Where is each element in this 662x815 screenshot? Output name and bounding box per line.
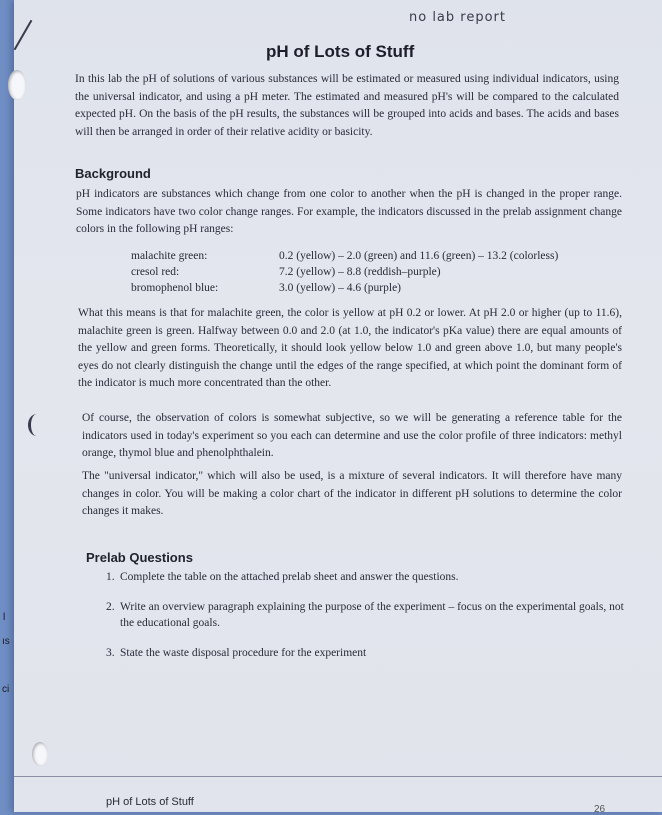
question-number: 1.: [106, 571, 115, 583]
indicator-range: 3.0 (yellow) – 4.6 (purple): [279, 282, 401, 294]
prelab-heading: Prelab Questions: [86, 550, 193, 565]
background-paragraph-2: What this means is that for malachite green, the color is yellow at pH 0.2 or lower. At pH 2.0 or higher (up to 11.6), malachite green is green. Halfway between 0.0 and 2.0 (at 1.0, the indicator's pKa value) there are equal amounts of the yellow and green forms. Theoretically, it should look yellow below 1.0 and green above 1.0, but many people's eyes do not clearly distinguish the change until the edges of the range specified, at which point the dominant form of the indicator is much more concentrated than the other.: [78, 307, 622, 389]
question-text: State the waste disposal procedure for the experiment: [120, 647, 367, 659]
indicator-row: [131, 250, 558, 266]
question-number: 2.: [106, 601, 115, 613]
indicator-name: bromophenol blue:: [131, 282, 219, 294]
document-page: [14, 0, 662, 815]
handwritten-note: no lab report: [409, 10, 506, 25]
binder-hole-bottom: [32, 742, 48, 766]
page-number: 26: [594, 804, 606, 815]
margin-fragment: ıs: [2, 636, 10, 647]
prelab-question: [106, 645, 636, 661]
indicator-range: 7.2 (yellow) – 8.8 (reddish–purple): [279, 266, 441, 278]
prelab-question-list: [106, 569, 636, 661]
background-paragraph-1: pH indicators are substances which change from one color to another when the pH is changed in the proper range. Some indicators have two color change ranges. For example, the indicators discussed in the prelab assignment change colors in the following pH ranges:: [76, 188, 622, 235]
margin-fragment: l: [3, 612, 6, 623]
indicator-row: [131, 266, 558, 282]
indicator-range: 0.2 (yellow) – 2.0 (green) and 11.6 (green) – 13.2 (colorless): [279, 250, 559, 262]
footer-title: pH of Lots of Stuff: [106, 796, 194, 808]
footer-rule: [14, 776, 662, 777]
question-number: 3.: [106, 647, 115, 659]
indicator-name: malachite green:: [131, 250, 208, 262]
background-paragraph-3: Of course, the observation of colors is somewhat subjective, so we will be generating a reference table for the indicators used in today's experiment so you each can determine and use the color profile of three indicators: methyl orange, thymol blue and phenolphthalein.: [82, 412, 622, 459]
indicator-name: cresol red:: [131, 266, 180, 278]
binder-hole-top: [8, 70, 26, 100]
background-heading: Background: [75, 166, 151, 181]
margin-fragment: ci: [2, 684, 10, 695]
indicator-range-table: [131, 250, 558, 298]
page-title: pH of Lots of Stuff: [266, 42, 415, 61]
question-text: Write an overview paragraph explaining the purpose of the experiment – focus on the experimental goals, not the educational goals.: [120, 601, 624, 629]
indicator-row: [131, 282, 558, 298]
crescent-mark: [28, 414, 45, 436]
question-text: Complete the table on the attached prelab sheet and answer the questions.: [120, 571, 459, 583]
prelab-question: [106, 569, 636, 585]
prelab-question: [106, 599, 636, 631]
background-paragraph-4: The "universal indicator," which will also be used, is a mixture of several indicators. It will therefore have many changes in color. You will be making a color chart of the indicator in different pH solutions to determine the color changes it makes.: [82, 470, 622, 517]
intro-paragraph: In this lab the pH of solutions of various substances will be estimated or measured using individual indicators, using the universal indicator, and using a pH meter. The estimated and measured pH's will be compared to the calculated expected pH. On the basis of the pH results, the substances will be grouped into acids and bases. The acids and bases will then be arranged in order of their relative acidity or basicity.: [75, 73, 619, 138]
